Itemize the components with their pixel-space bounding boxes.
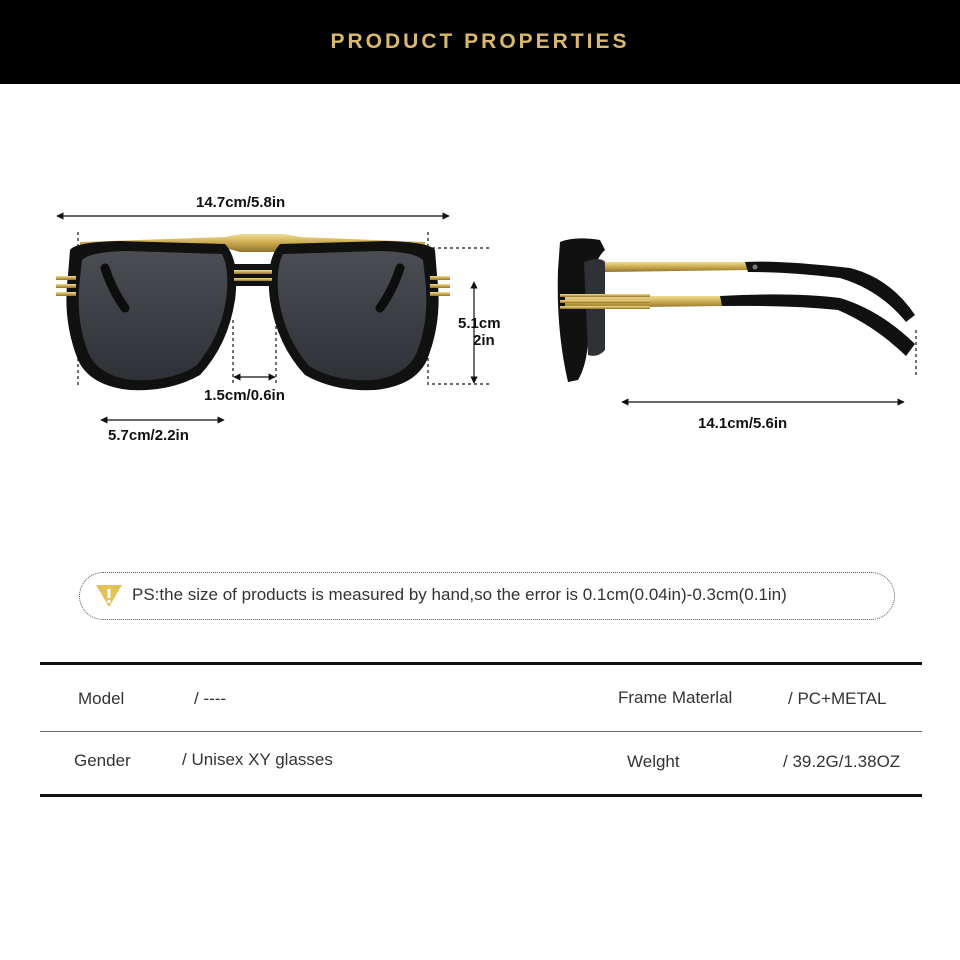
- weight-label: Welght: [627, 752, 680, 771]
- page-title: PRODUCT PROPERTIES: [330, 30, 630, 53]
- model-value: / ----: [194, 689, 227, 708]
- frame-material-label: Frame Materlal: [618, 688, 733, 707]
- lens-width-label: 5.7cm/2.2in: [108, 427, 189, 444]
- gender-label: Gender: [74, 751, 131, 770]
- lens-height-cm-label: 5.1cm: [458, 315, 501, 332]
- table-middle-rule: [40, 731, 922, 732]
- warning-triangle-icon: [94, 583, 124, 609]
- gender-value: / Unisex XY glasses: [182, 750, 333, 769]
- table-top-rule: [40, 662, 922, 665]
- table-bottom-rule: [40, 794, 922, 797]
- front-view-glasses: [56, 234, 450, 390]
- glasses-illustration: [0, 84, 960, 544]
- weight-value: / 39.2G/1.38OZ: [783, 752, 901, 771]
- temple-length-label: 14.1cm/5.6in: [698, 415, 788, 432]
- side-dimension-lines: [622, 330, 916, 402]
- measurement-note: [79, 572, 895, 620]
- total-width-label: 14.7cm/5.8in: [196, 194, 286, 211]
- bridge-width-label: 1.5cm/0.6in: [204, 387, 285, 404]
- header-bar: [0, 0, 960, 84]
- note-text: PS:the size of products is measured by hand,so the error is 0.1cm(0.04in)-0.3cm(0.1in): [132, 585, 787, 604]
- side-view-glasses: [558, 238, 915, 382]
- lens-height-in-label: 2in: [473, 332, 495, 349]
- model-label: Model: [78, 689, 125, 708]
- frame-material-value: / PC+METAL: [788, 689, 887, 708]
